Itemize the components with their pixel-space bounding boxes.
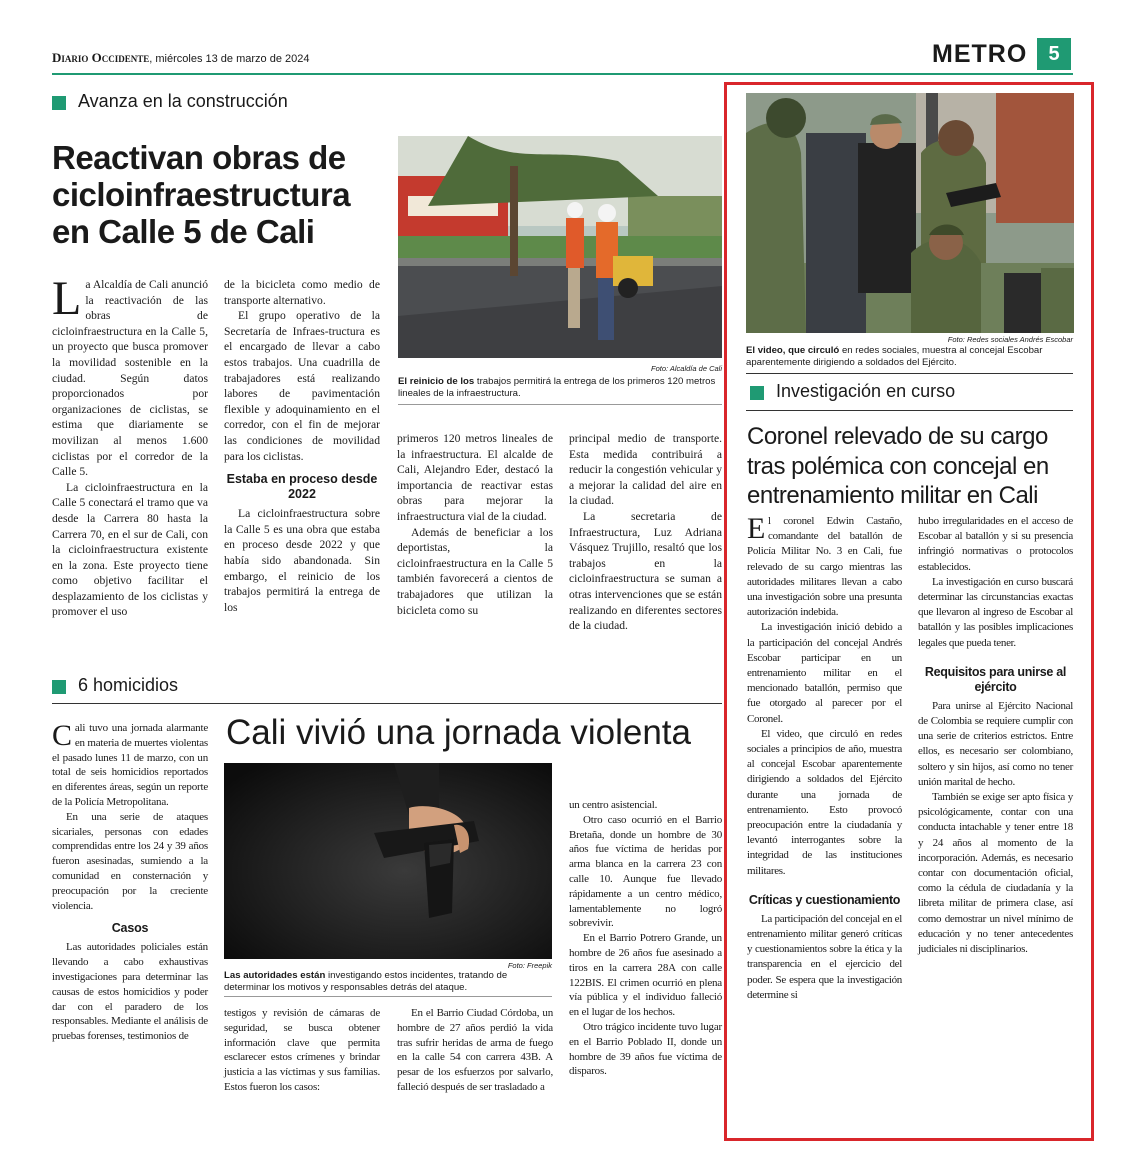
caption-text: en redes sociales, muestra al concejal Escobar aparentemente dirigiendo a soldados del Ejército. <box>746 345 1043 368</box>
article1-kicker <box>52 91 288 112</box>
article3-photo <box>746 93 1074 333</box>
masthead <box>52 50 309 66</box>
article1-caption <box>398 376 722 400</box>
paragraph: La participación del concejal en el entrenamiento militar generó críticas y cuestionamientos sobre la ética y la transparencia en el ejercicio del poder. Se espera que la investigación determine si <box>747 912 902 1001</box>
road-works-image <box>398 136 722 358</box>
article2-headline: Cali vivió una jornada violenta <box>226 713 691 752</box>
paper-name: Diario Occidente <box>52 50 150 65</box>
article1-col3 <box>397 431 553 618</box>
paragraph: ali tuvo una jornada alarmante en materia de muertes violentas el pasado lunes 11 de marzo, con un total de seis homicidios reportados en diferentes áreas, según un reporte de la Policía Metropolitana. <box>52 722 208 808</box>
kicker-square-icon <box>750 386 764 400</box>
kicker-square-icon <box>52 680 66 694</box>
paragraph: un centro asistencial. <box>569 799 658 811</box>
military-training-image <box>746 93 1074 333</box>
article3-headline: Coronel relevado de su cargo tras polémica con concejal en entrenamiento militar en Cali <box>747 423 1049 509</box>
subheading: Estaba en proceso desde 2022 <box>226 472 378 502</box>
kicker-text: Investigación en curso <box>776 381 956 401</box>
article2-col1 <box>52 721 208 1044</box>
dropcap: L <box>52 272 82 325</box>
paragraph: En el Barrio Ciudad Córdoba, un hombre de 27 años perdió la vida tras sufrir heridas de arma de fuego en la calle 54 con carrera 43B. A pesar de los esfuerzos por salvarlo, falleció después de ser trasladado a <box>397 1007 553 1093</box>
article1-caption-rule <box>398 404 722 405</box>
article2-caption-rule <box>224 996 552 997</box>
issue-date: , miércoles 13 de marzo de 2024 <box>149 53 310 65</box>
gun-hand-image <box>224 763 552 959</box>
article2-photo <box>224 763 552 959</box>
paragraph: Otro trágico incidente tuvo lugar en el Barrio Poblado II, donde un hombre de 39 años fue víctima de disparos. <box>569 1020 722 1078</box>
article1-photo <box>398 136 722 358</box>
article3-caption <box>746 345 1074 369</box>
kicker-text: 6 homicidios <box>78 675 179 695</box>
paragraph: El video, que circuló en redes sociales a principios de año, muestra al concejal Escobar aparentemente dirigiendo a soldados del Ejército durante una jornada de entrenamiento. Esto provocó preocupación entre la ciudadanía y levantó interrogantes sobre la integridad de las instituciones militares. <box>747 727 902 877</box>
caption-lead: Las autoridades están <box>224 970 326 981</box>
page-number: 5 <box>1037 38 1071 70</box>
paragraph: La cicloinfraestructura en la Calle 5 conectará el tramo que va desde la Carrera 80 hasta la Carrera 70, en el sur de Cali, con la cicloinfraestructura existente en la zona. Este proyecto tiene como objetivo facilitar el desplazamiento de los ciclistas y promover el uso <box>52 480 208 619</box>
paragraph: l coronel Edwin Castaño, comandante del batallón de Policía Militar No. 3 en Cali, fue relevado de su cargo mientras las autoridades militares llevan a cabo una investigación sobre una presunta autorización indebida. <box>747 515 902 619</box>
paragraph: hubo irregularidades en el acceso de Escobar al batallón y si su presencia infringió normativas o protocolos establecidos. <box>918 515 1073 573</box>
article3-col2 <box>918 514 1073 957</box>
article2-top-rule <box>52 703 722 704</box>
dropcap: E <box>747 512 766 545</box>
article1-col1 <box>52 272 208 620</box>
article1-headline: Reactivan obras de cicloinfraestructura en Calle 5 de Cali <box>52 139 351 250</box>
paragraph: La secretaria de Infraestructura, Luz Adriana Vásquez Trujillo, resaltó que los trabajos en la cicloinfraestructura se suman a otras intervenciones que se están realizando en diferentes sectores de la ciudad. <box>569 509 722 633</box>
dropcap: C <box>52 719 72 752</box>
paragraph: La investigación inició debido a la participación del concejal Andrés Escobar participar en un entrenamiento militar en el mencionado batallón, permiso que fue otorgado al parecer por el Coronel. <box>747 621 902 725</box>
article3-kicker-rule <box>746 410 1073 411</box>
article2-col2 <box>224 1006 380 1095</box>
article2-col4 <box>569 798 722 1079</box>
article2-caption <box>224 970 552 994</box>
paragraph: primeros 120 metros lineales de la infraestructura. El alcalde de Cali, Alejandro Eder, destacó la importancia de reactivar estas obras para mejorar la infraestructura vial de la ciudad. <box>397 432 553 523</box>
paragraph: En una serie de ataques sicariales, personas con edades comprendidas entre los 24 y 39 años fueron asesinadas, sumiendo a la comunidad en consternación y preocupación por la creciente violencia. <box>52 810 208 912</box>
paragraph: de la bicicleta como medio de transporte alternativo. <box>224 278 380 307</box>
paragraph: En el Barrio Potrero Grande, un hombre de 26 años fue asesinado a tiros en la carrera 28A con calle 122BIS. El crimen ocurrió en plena vía pública y el individuo falleció en el lugar de los hechos. <box>569 932 722 1019</box>
article2-kicker <box>52 675 178 696</box>
article1-col4 <box>569 431 722 634</box>
article1-photo-credit: Foto: Alcaldía de Cali <box>650 364 722 373</box>
subheading: Requisitos para unirse al ejército <box>924 664 1067 694</box>
article2-col3 <box>397 1006 553 1095</box>
paragraph: La cicloinfraestructura sobre la Calle 5 es una obra que estaba en proceso desde 2022 y que había sido abandonada. Sin embargo, el reinicio de los trabajos permitirá la entrega de los <box>224 507 380 614</box>
section-name: METRO <box>932 40 1028 68</box>
caption-text: investigando estos incidentes, tratando de determinar los motivos y responsables detrás del ataque. <box>224 970 508 993</box>
paragraph: testigos y revisión de cámaras de seguridad, se busca obtener información clave que permita esclarecer estos crímenes y brindar justicia a las víctimas y sus familias. Estos fueron los casos: <box>224 1007 380 1093</box>
paragraph: La investigación en curso buscará determinar las circunstancias exactas que llevaron al ingreso de Escobar al batallón y las posibles implicaciones legales que pueda tener. <box>918 575 1073 649</box>
caption-text: trabajos permitirá la entrega de los primeros 120 metros lineales de la infraestructura. <box>398 376 716 399</box>
paragraph: Las autoridades policiales están llevando a cabo exhaustivas investigaciones para determinar las causas de estos homicidios y poder dar con el paradero de los responsables. Mediante el análisis de pruebas forenses, testimonios de <box>52 941 208 1043</box>
paragraph: También se exige ser apto física y psicológicamente, contar con una conducta intachable y tener entre 18 y 24 años al momento de la incorporación. Además, es necesario contar con documentación oficial, como la cédula de ciudadanía y la libreta militar de primera clase, así como demostrar un nivel mínimo de educación y no tener antecedentes judiciales ni disciplinarios. <box>918 791 1073 956</box>
article1-col2 <box>224 277 380 615</box>
caption-lead: El reinicio de los <box>398 376 475 387</box>
article3-col1 <box>747 514 902 1003</box>
subheading: Críticas y cuestionamiento <box>748 892 901 907</box>
paragraph: a Alcaldía de Cali anunció la reactivación de las obras de cicloinfraestructura en la Calle 5, un proyecto que busca promover la movilidad sostenible en la ciudad. Según datos proporcionados por organizaciones de ciclistas, se estima que diariamente se movilizan al menos 1.600 ciclistas por el corredor de la Calle 5. <box>52 278 208 479</box>
header-rule <box>52 73 1073 75</box>
caption-lead: El video, que circuló <box>746 345 840 356</box>
kicker-square-icon <box>52 96 66 110</box>
kicker-text: Avanza en la construcción <box>78 91 288 111</box>
article3-caption-rule <box>746 373 1073 374</box>
article3-photo-credit: Foto: Redes sociales Andrés Escobar <box>947 335 1073 344</box>
paragraph: Para unirse al Ejército Nacional de Colombia se requiere cumplir con una serie de criterios estrictos. Entre ellos, es necesario ser colombiano, soltero y sin hijos, así como no tener unión marital de hecho. <box>918 699 1073 788</box>
paragraph: principal medio de transporte. Esta medida contribuirá a reducir la congestión vehicular y a mejorar la calidad del aire en la ciudad. <box>569 432 722 508</box>
subheading: Casos <box>111 921 149 936</box>
article2-photo-credit: Foto: Freepik <box>507 961 552 970</box>
paragraph: El grupo operativo de la Secretaría de Infraes-tructura es el encargado de llevar a cabo estos trabajos. Una cuadrilla de trabajadores está realizando labores de pavimentación flexible y adoquinamiento en el corredor, con el fin de mejorar las condiciones de movilidad para los ciclistas. <box>224 309 380 463</box>
paragraph: Además de beneficiar a los deportistas, la cicloinfraestructura en la Calle 5 también favorecerá a cientos de trabajadores que utilizan la bicicleta como su <box>397 525 553 617</box>
article3-kicker <box>750 381 955 402</box>
paragraph: Otro caso ocurrió en el Barrio Bretaña, donde un hombre de 30 años fue víctima de heridas por arma blanca en la carrera 23 con calle 10. Aunque fue llevado rápidamente a un centro médico, lamentablemente no logró sobrevivir. <box>569 813 722 930</box>
